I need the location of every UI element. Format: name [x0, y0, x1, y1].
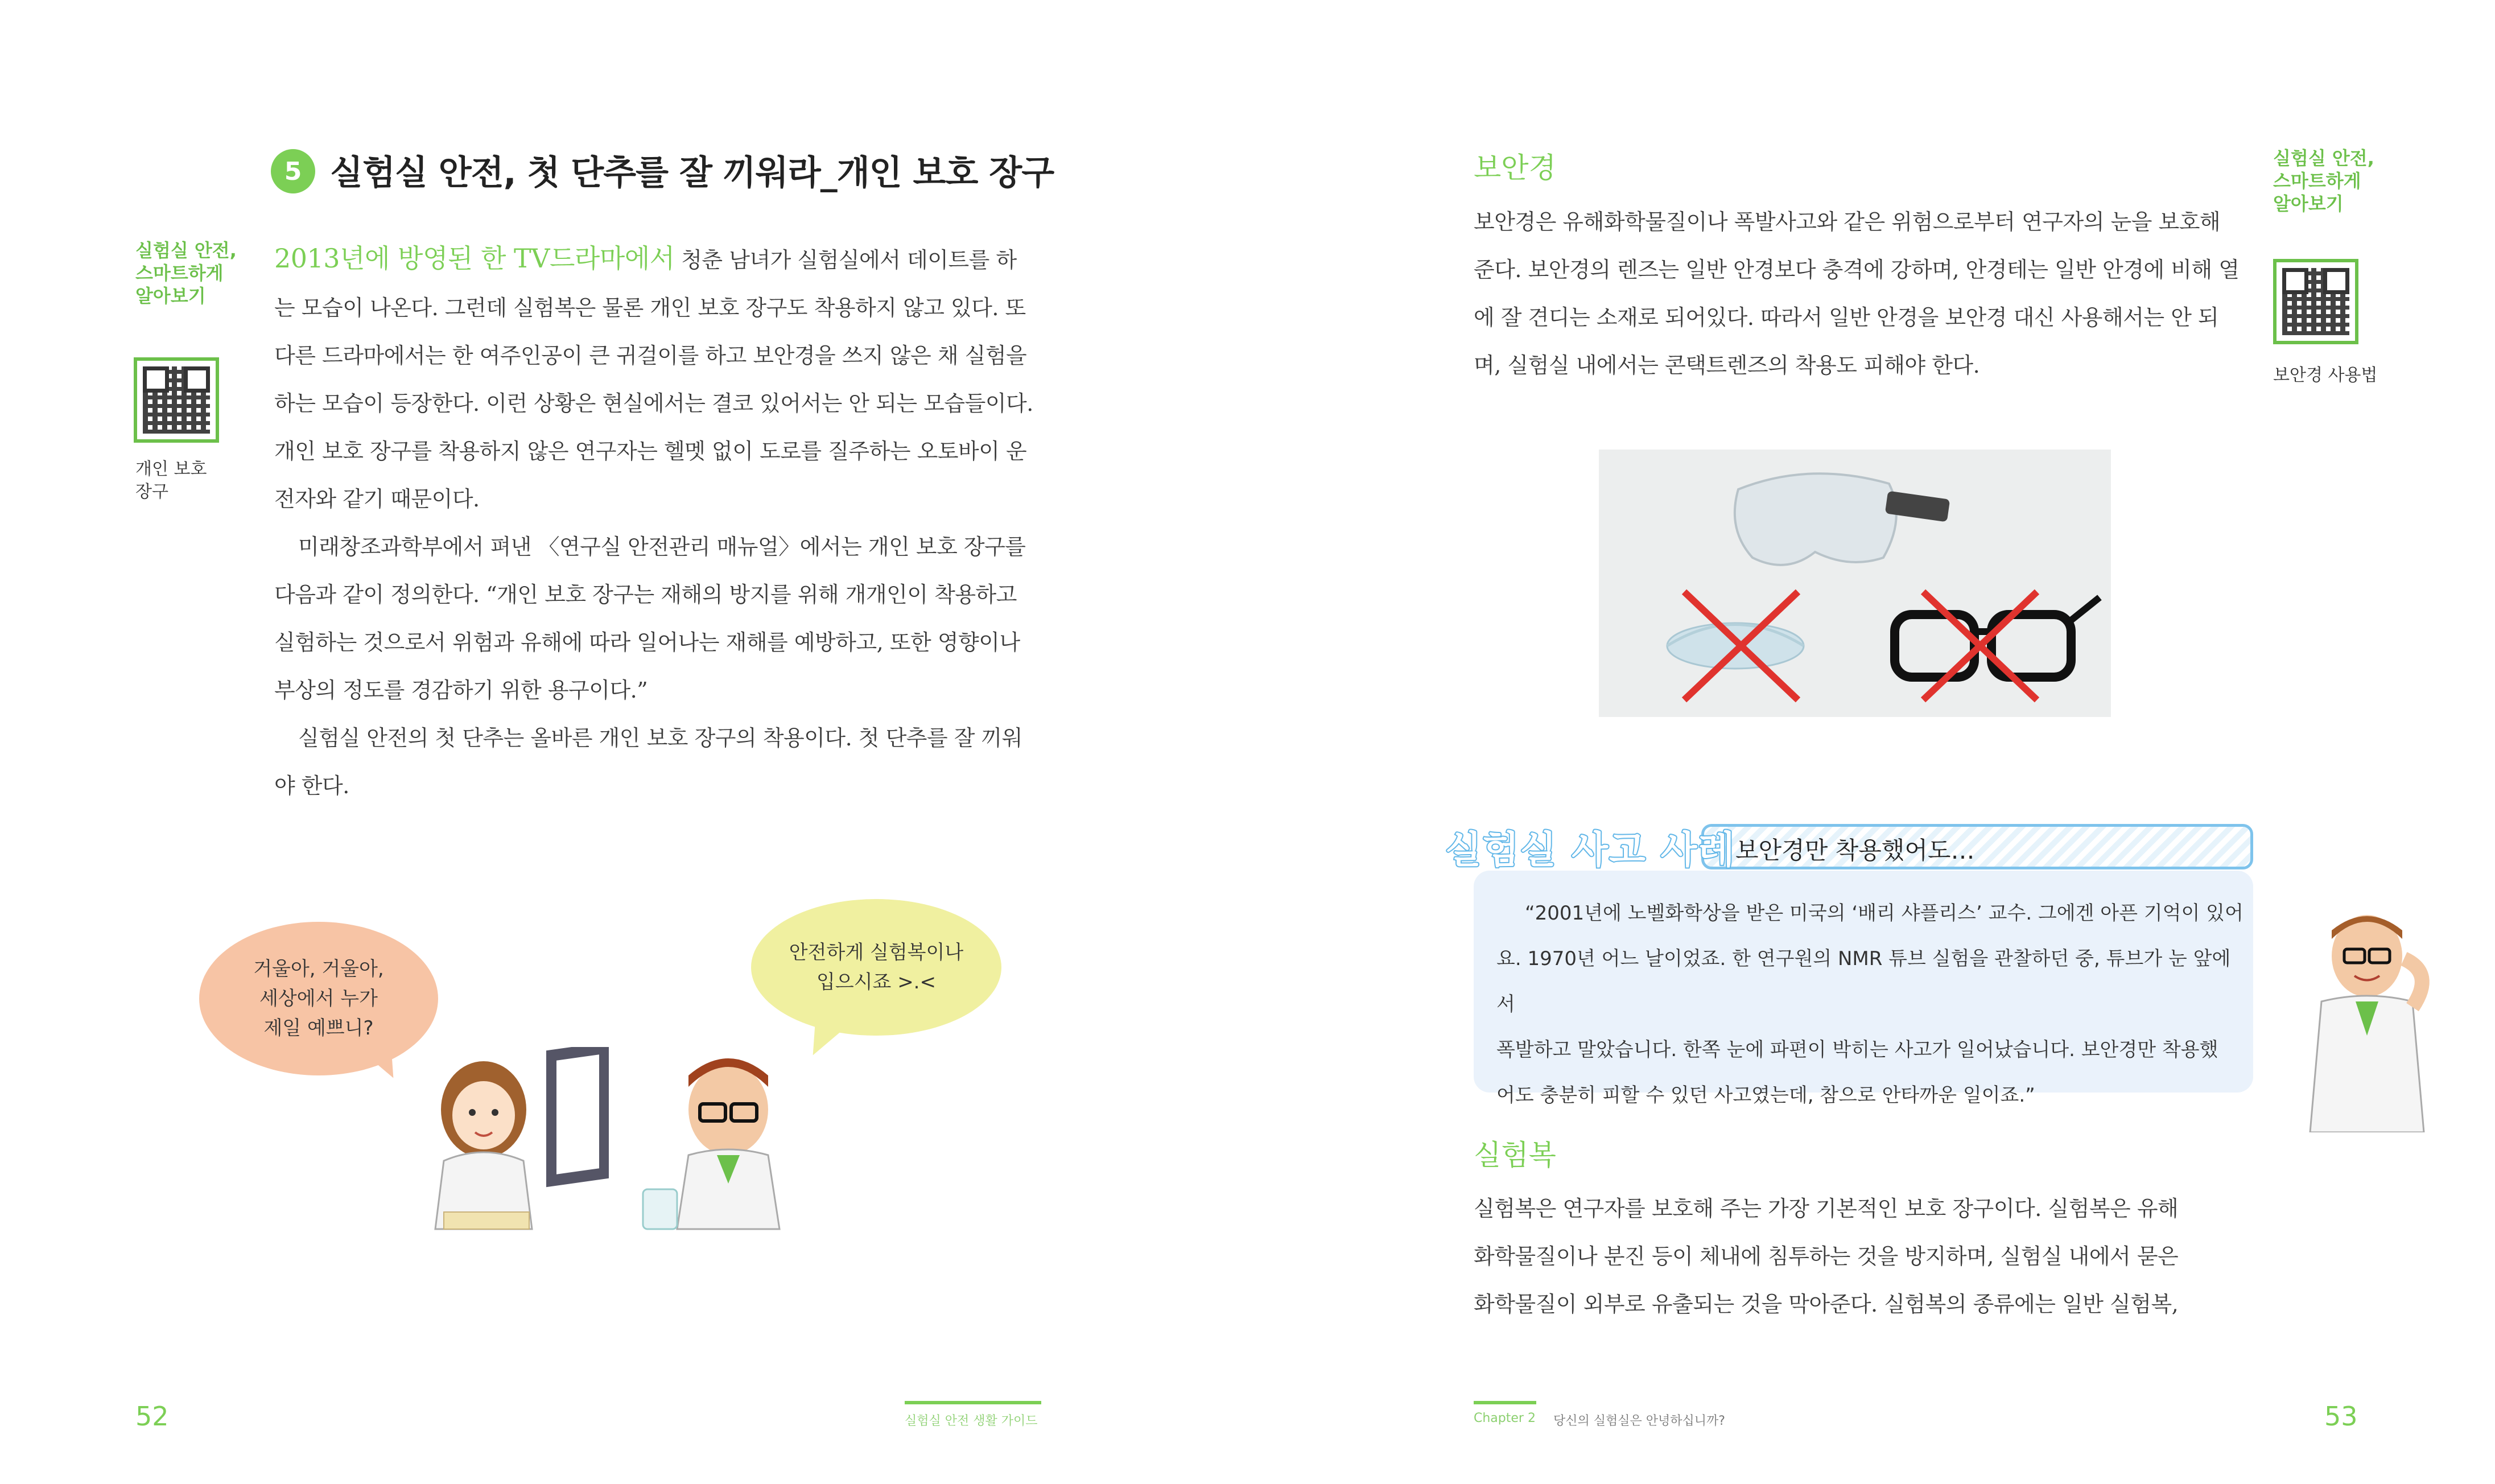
quote-line: 폭발하고 말았습니다. 한쪽 눈에 파편이 박히는 사고가 일어났습니다. 보안경만 착용했	[1496, 1038, 2218, 1061]
qr-caption-right: 보안경 사용법	[2273, 365, 2378, 385]
qr-code-left[interactable]	[134, 357, 219, 443]
woman-figure-illustration	[435, 1061, 532, 1229]
scientist-illustration	[2282, 905, 2452, 1132]
goggles-photo	[1599, 450, 2111, 717]
bubble-line: 세상에서 누가	[259, 987, 378, 1010]
incident-label: 실험실 사고 사례	[1445, 828, 1736, 872]
page-number-right: 53	[2324, 1401, 2358, 1432]
left-body-text	[274, 234, 1037, 810]
mirror-illustration	[546, 1047, 609, 1187]
paragraph-text: 청춘 남녀가 실험실에서 데이트를 하는 모습이 나온다. 그런데 실험복은 물론 개인 보호 장구도 착용하지 않고 있다. 또 다른 드라마에서는 한 여주인공이 큰 귀걸이를 하고 보안경을 쓰지 않은 채 실험을 하는 모습이 등장한다. 이런 상황은 현실에서는 결코 있어서는 안 되는 모습들이다. 개인 보호 장구를 착용하지 않은 연구자는 헬멧 없이 도로를 질주하는 오토바이 운전자와 같기 때문이다.	[274, 248, 1033, 512]
bubble-line: 입으시죠 >.<	[816, 971, 936, 994]
body-paragraph-3: 실험실 안전의 첫 단추는 올바른 개인 보호 장구의 착용이다. 첫 단추를 잘 끼워야 한다.	[274, 725, 1022, 798]
man-figure-illustration	[643, 1058, 780, 1229]
bubble-line: 거울아, 거울아,	[253, 958, 384, 980]
heading-labcoat: 실험복	[1474, 1139, 1556, 1172]
bubble-line: 제일 예쁘니?	[263, 1017, 374, 1040]
page-number-left: 52	[135, 1401, 169, 1432]
heading-goggles: 보안경	[1474, 151, 1556, 184]
footer-title-left: 실험실 안전 생활 가이드	[905, 1414, 1038, 1428]
qr-pattern	[2282, 268, 2349, 335]
quote-line: 요. 1970년 어느 날이었죠. 한 연구원의 NMR 튜브 실험을 관찰하던 중, 튜브가 눈 앞에서	[1496, 947, 2231, 1016]
incident-subtitle: 보안경만 착용했어도…	[1735, 836, 1975, 864]
qr-caption-line: 개인 보호	[135, 459, 207, 479]
side-label-line: 실험실 안전,	[2273, 147, 2374, 169]
labcoat-line: 화학물질이 외부로 유출되는 것을 막아준다. 실험복의 종류에는 일반 실험복,	[1474, 1292, 2179, 1317]
qr-pattern	[143, 366, 210, 434]
quote-line: 어도 충분히 피할 수 있던 사고였는데, 참으로 안타까운 일이죠.”	[1496, 1084, 2035, 1107]
side-label-line: 실험실 안전,	[135, 240, 237, 261]
lead-phrase: 2013년에 방영된 한 TV드라마에서	[274, 243, 675, 274]
labcoat-body-text	[1474, 1185, 2247, 1328]
quote-line: “2001년에 노벨화학상을 받은 미국의 ‘배리 샤플리스’ 교수. 그에겐 아픈 기억이 있어	[1525, 902, 2244, 925]
side-label-line: 알아보기	[135, 285, 206, 307]
chapter-label: Chapter 2	[1474, 1411, 1536, 1425]
footer-bar-left	[905, 1401, 1041, 1404]
side-label-line: 스마트하게	[135, 262, 224, 284]
labcoat-line: 실험복은 연구자를 보호해 주는 가장 기본적인 보호 장구이다. 실험복은 유해	[1474, 1196, 2179, 1221]
body-paragraph-1	[274, 234, 1037, 523]
body-paragraph-2: 미래창조과학부에서 펴낸 〈연구실 안전관리 매뉴얼〉에서는 개인 보호 장구를 다음과 같이 정의한다. “개인 보호 장구는 재해의 방지를 위해 개개인이 착용하고 실험하는 것으로서 위험과 유해에 따라 일어나는 재해를 예방하고, 또한 영향이나 부상의 정도를 경감하기 위한 용구이다.”	[274, 534, 1026, 703]
side-label-right	[2273, 147, 2374, 215]
chapter-title: 당신의 실험실은 안녕하십니까?	[1553, 1414, 1725, 1428]
cartoon-illustration	[410, 1047, 876, 1240]
side-label-line: 알아보기	[2273, 193, 2344, 215]
contact-lens-image	[1667, 623, 1804, 669]
footer-bar-right	[1474, 1401, 1536, 1404]
goggles-body-text: 보안경은 유해화학물질이나 폭발사고와 같은 위험으로부터 연구자의 눈을 보호해 준다. 보안경의 렌즈는 일반 안경보다 충격에 강하며, 안경테는 일반 안경에 비해 열에 잘 견디는 소재로 되어있다. 따라서 일반 안경을 보안경 대신 사용해서는 안 되며, 실험실 내에서는 콘택트렌즈의 착용도 피해야 한다.	[1474, 209, 2240, 378]
section-title: 실험실 안전, 첫 단추를 잘 끼워라_개인 보호 장구	[330, 153, 1054, 193]
side-label-left	[135, 239, 237, 307]
speech-bubble-left	[199, 922, 438, 1075]
labcoat-line: 화학물질이나 분진 등이 체내에 침투하는 것을 방지하며, 실험실 내에서 묻은	[1474, 1244, 2179, 1269]
bubble-line: 안전하게 실험복이나	[789, 941, 964, 964]
qr-caption-left	[135, 458, 207, 504]
section-number-badge: 5	[271, 149, 315, 193]
side-label-line: 스마트하게	[2273, 170, 2361, 192]
qr-caption-line: 장구	[135, 482, 168, 502]
speech-bubble-right	[751, 899, 1001, 1036]
incident-quote	[1479, 891, 2247, 1118]
qr-code-right[interactable]	[2273, 259, 2358, 344]
